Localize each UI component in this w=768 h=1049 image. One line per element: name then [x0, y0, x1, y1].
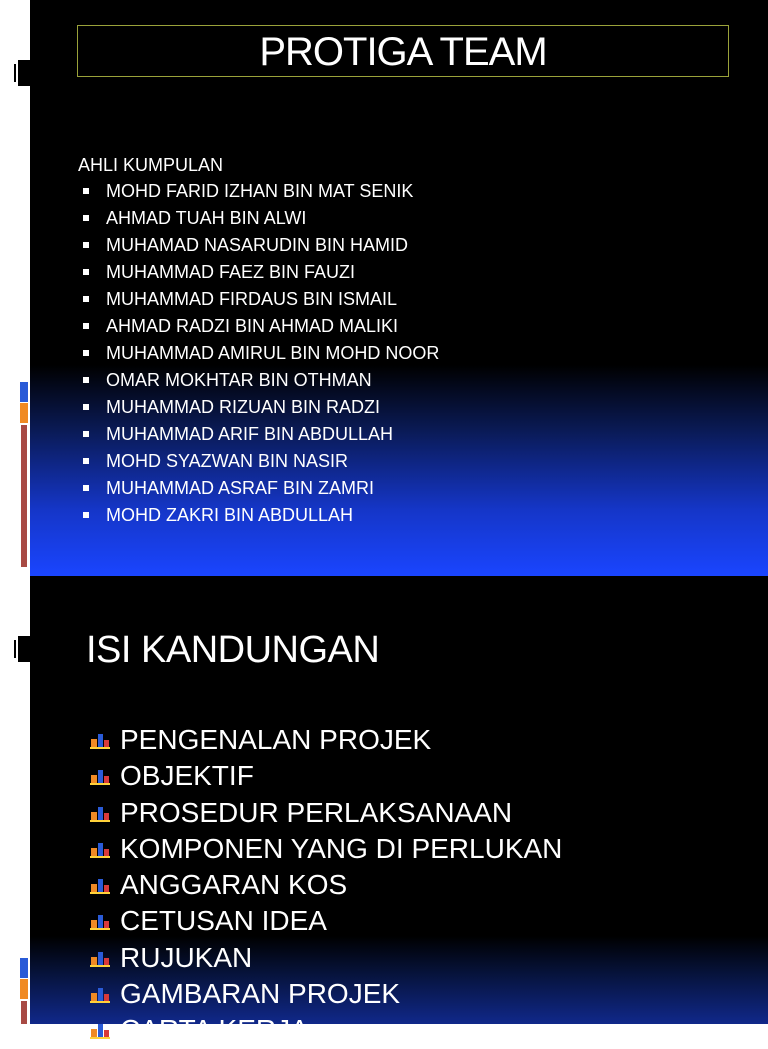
- toc-item-label: KOMPONEN YANG DI PERLUKAN: [120, 832, 563, 864]
- slide-marker-icon: [18, 636, 30, 662]
- list-item: [78, 286, 439, 313]
- colored-blocks-icon: [90, 950, 110, 968]
- square-bullet-icon: [83, 215, 89, 221]
- member-name: MUHAMAD NASARUDIN BIN HAMID: [106, 235, 409, 255]
- member-name: MOHD ZAKRI BIN ABDULLAH: [106, 505, 354, 525]
- member-name: MUHAMMAD ARIF BIN ABDULLAH: [106, 424, 394, 444]
- toc-item-label: RUJUKAN: [120, 941, 253, 973]
- list-item: [78, 232, 439, 259]
- colored-blocks-icon: [90, 877, 110, 895]
- list-item: [90, 867, 562, 903]
- square-bullet-icon: [83, 296, 89, 302]
- square-bullet-icon: [83, 512, 89, 518]
- colored-blocks-icon: [90, 1022, 110, 1040]
- members-section: [78, 152, 439, 529]
- member-name: MUHAMMAD RIZUAN BIN RADZI: [106, 397, 380, 417]
- square-bullet-icon: [83, 431, 89, 437]
- list-item: [78, 448, 439, 475]
- square-bullet-icon: [83, 323, 89, 329]
- toc-item-label: CARTA KERJA: [120, 1014, 309, 1046]
- list-item: [90, 1012, 562, 1048]
- list-item: [90, 976, 562, 1012]
- accent-bar-blue: [20, 958, 28, 978]
- toc-item-label: ANGGARAN KOS: [120, 869, 348, 901]
- list-item: [90, 722, 562, 758]
- list-item: [78, 394, 439, 421]
- list-item: [78, 205, 439, 232]
- left-margin: [0, 576, 30, 1024]
- toc-item-label: PROSEDUR PERLAKSANAAN: [120, 796, 513, 828]
- square-bullet-icon: [83, 350, 89, 356]
- member-name: MUHAMMAD FAEZ BIN FAUZI: [106, 262, 356, 282]
- square-bullet-icon: [83, 188, 89, 194]
- colored-blocks-icon: [90, 841, 110, 859]
- colored-blocks-icon: [90, 913, 110, 931]
- accent-bar-red: [21, 1001, 27, 1024]
- toc-title: ISI KANDUNGAN: [86, 629, 380, 671]
- member-name: AHMAD TUAH BIN ALWI: [106, 208, 307, 228]
- toc-item-label: OBJEKTIF: [120, 760, 254, 792]
- list-item: [78, 313, 439, 340]
- list-item: [78, 502, 439, 529]
- toc-list: [90, 722, 562, 1049]
- colored-blocks-icon: [90, 986, 110, 1004]
- square-bullet-icon: [83, 404, 89, 410]
- list-item: [78, 259, 439, 286]
- member-name: MUHAMMAD ASRAF BIN ZAMRI: [106, 478, 375, 498]
- toc-item-label: PENGENALAN PROJEK: [120, 724, 432, 755]
- toc-item-label: GAMBARAN PROJEK: [120, 978, 401, 1010]
- list-item: [90, 903, 562, 939]
- left-margin: [0, 0, 30, 576]
- list-item: [78, 421, 439, 448]
- colored-blocks-icon: [90, 768, 110, 786]
- list-item: [90, 831, 562, 867]
- members-heading: AHLI KUMPULAN: [78, 155, 224, 175]
- slide-marker-icon: [18, 60, 30, 86]
- list-item: [78, 178, 439, 205]
- list-item: [90, 758, 562, 794]
- slide-title: PROTIGA TEAM: [77, 25, 729, 77]
- member-name: AHMAD RADZI BIN AHMAD MALIKI: [106, 316, 399, 336]
- accent-bar-red: [21, 425, 27, 567]
- member-name: OMAR MOKHTAR BIN OTHMAN: [106, 370, 372, 390]
- square-bullet-icon: [83, 269, 89, 275]
- colored-blocks-icon: [90, 805, 110, 823]
- list-item: [78, 340, 439, 367]
- square-bullet-icon: [83, 485, 89, 491]
- list-item: [78, 367, 439, 394]
- member-name: MUHAMMAD FIRDAUS BIN ISMAIL: [106, 289, 398, 309]
- member-name: MOHD FARID IZHAN BIN MAT SENIK: [106, 181, 414, 201]
- list-item: [90, 795, 562, 831]
- toc-item-label: CETUSAN IDEA: [120, 905, 327, 937]
- members-list: [78, 178, 439, 529]
- accent-bar-blue: [20, 382, 28, 402]
- member-name: MOHD SYAZWAN BIN NASIR: [106, 451, 349, 471]
- accent-bar-orange: [20, 979, 28, 999]
- toc-section: [90, 722, 562, 1049]
- colored-blocks-icon: [90, 732, 110, 750]
- accent-bar-orange: [20, 403, 28, 423]
- square-bullet-icon: [83, 458, 89, 464]
- square-bullet-icon: [83, 377, 89, 383]
- list-item: [78, 475, 439, 502]
- square-bullet-icon: [83, 242, 89, 248]
- member-name: MUHAMMAD AMIRUL BIN MOHD NOOR: [106, 343, 440, 363]
- list-item: [90, 940, 562, 976]
